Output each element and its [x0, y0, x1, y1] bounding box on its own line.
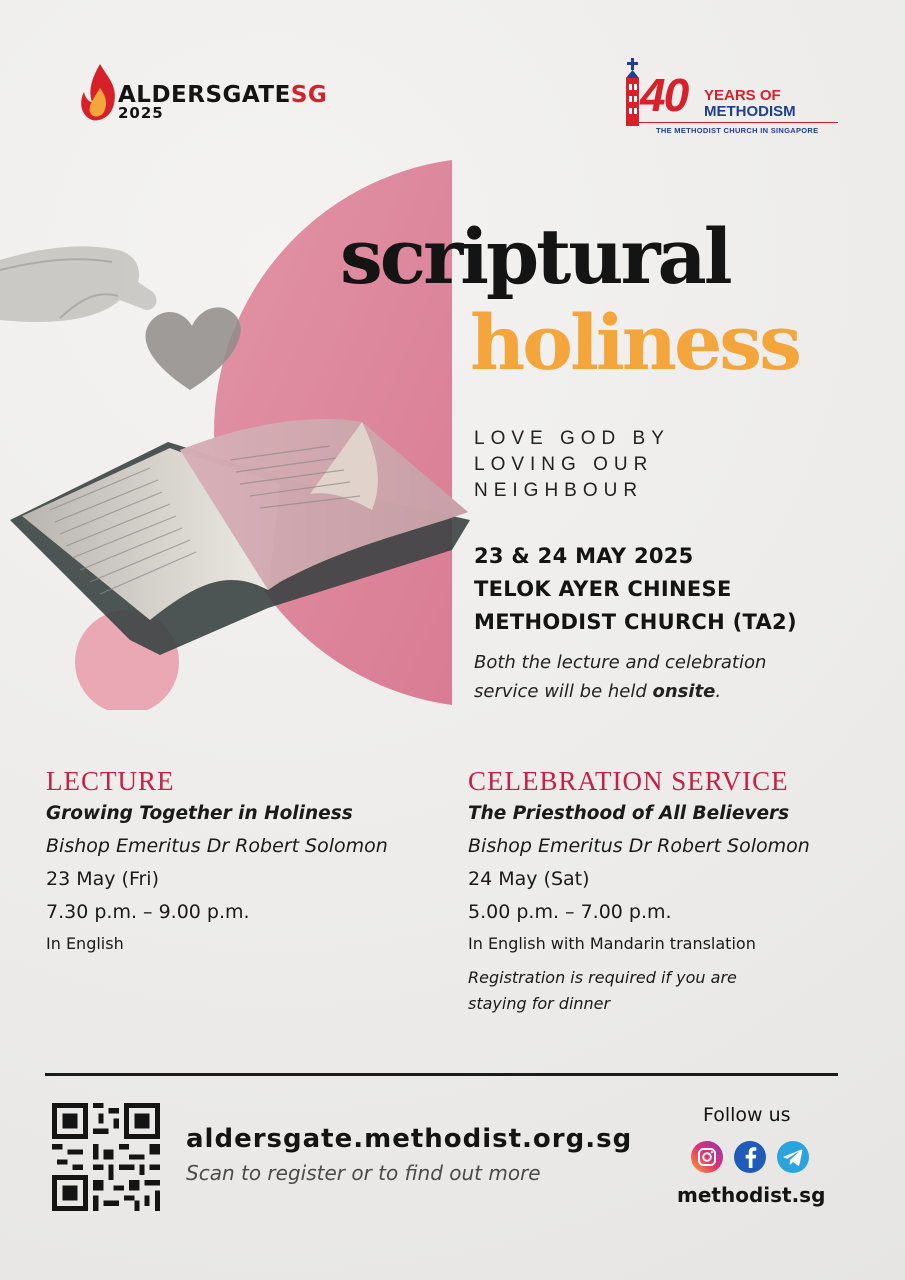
facebook-icon[interactable] [734, 1141, 766, 1173]
lecture-time: 7.30 p.m. – 9.00 p.m. [46, 901, 250, 923]
telegram-icon[interactable] [777, 1141, 809, 1173]
lecture-section [46, 764, 388, 959]
logo-divider [628, 122, 838, 123]
forty-years-number: 40 [640, 69, 688, 121]
scan-instruction: Scan to register or to find out more [186, 1161, 541, 1185]
celebration-language: In English with Mandarin translation [468, 934, 756, 953]
celebration-title: The Priesthood of All Believers [468, 803, 790, 824]
onsite-emphasis: onsite [652, 681, 716, 702]
tagline-line: LOVING OUR [474, 454, 654, 475]
celebration-speaker: Bishop Emeritus Dr Robert Solomon [468, 835, 810, 857]
celebration-time: 5.00 p.m. – 7.00 p.m. [468, 901, 672, 923]
qr-code[interactable] [52, 1103, 160, 1211]
lecture-speaker: Bishop Emeritus Dr Robert Solomon [46, 835, 388, 857]
methodism-label: METHODISM [704, 103, 796, 120]
celebration-heading: CELEBRATION SERVICE [468, 766, 789, 796]
follow-us-label: Follow us [703, 1104, 791, 1126]
celebration-section [468, 764, 810, 1017]
flame-logo-icon [78, 62, 122, 124]
hand-illustration [0, 246, 156, 322]
footer-divider [45, 1073, 838, 1076]
event-info [474, 540, 797, 639]
celebration-date: 24 May (Sat) [468, 868, 590, 890]
lecture-title: Growing Together in Holiness [46, 803, 353, 824]
lecture-heading: LECTURE [46, 766, 175, 796]
years-of-label: YEARS OF [704, 87, 781, 104]
tagline-line: NEIGHBOUR [474, 480, 644, 501]
event-venue-line2: METHODIST CHURCH (TA2) [474, 610, 797, 634]
aldersgate-year: 2025 [118, 104, 164, 122]
website-link[interactable]: aldersgate.methodist.org.sg [186, 1124, 633, 1154]
methodist-site-link[interactable]: methodist.sg [677, 1183, 826, 1207]
event-date: 23 & 24 MAY 2025 [474, 544, 694, 568]
social-icons [690, 1140, 814, 1174]
tagline [474, 426, 670, 504]
methodist-church-label: THE METHODIST CHURCH IN SINGAPORE [656, 126, 819, 135]
lecture-language: In English [46, 934, 124, 953]
headline-holiness: holiness [470, 298, 799, 387]
tagline-line: LOVE GOD BY [474, 428, 670, 449]
registration-note: Registration is required if you are staying for dinner [468, 968, 737, 1013]
headline-scriptural: scriptural [340, 212, 730, 301]
instagram-icon[interactable] [691, 1141, 723, 1173]
aldersgate-wordmark: ALDERSGATESG [118, 82, 328, 108]
onsite-note: Both the lecture and celebration service will be held onsite. [474, 652, 767, 702]
event-venue-line1: TELOK AYER CHINESE [474, 577, 732, 601]
lecture-date: 23 May (Fri) [46, 868, 159, 890]
